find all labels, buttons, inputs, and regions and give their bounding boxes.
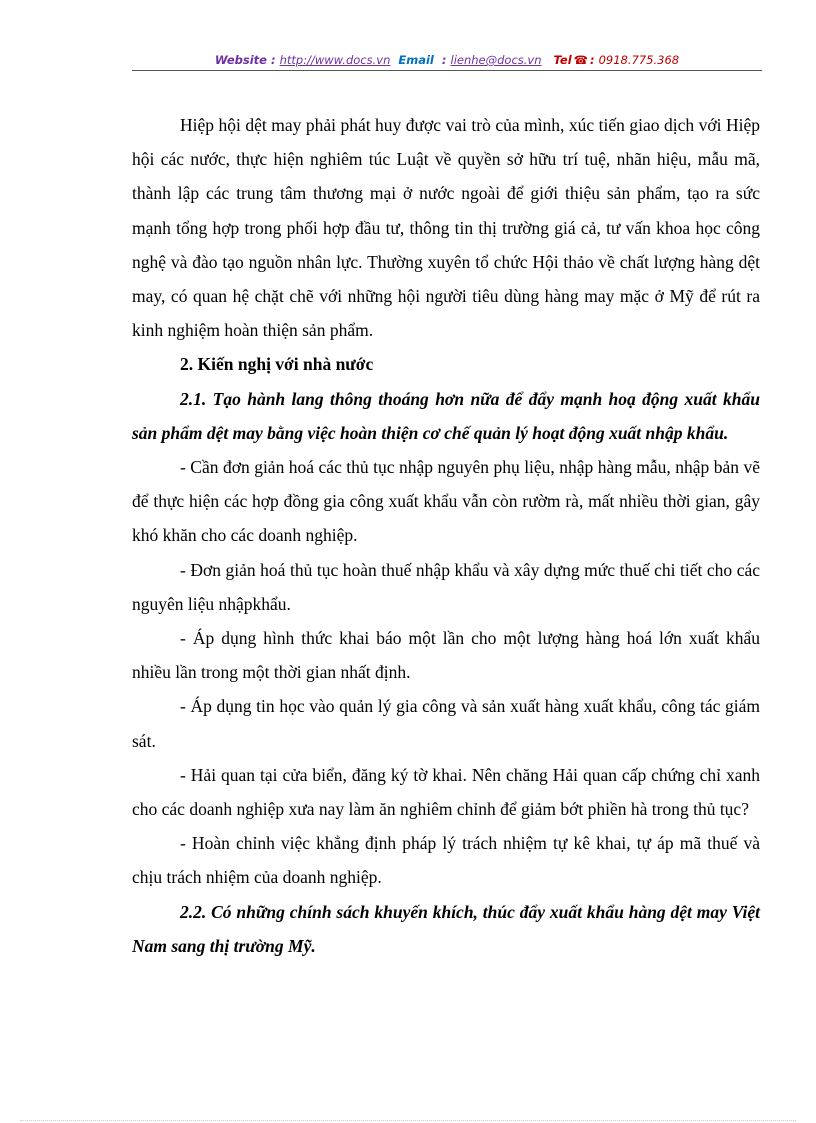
website-link[interactable]: http://www.docs.vn bbox=[279, 53, 391, 67]
list-item: - Đơn giản hoá thủ tục hoàn thuế nhập khẩu và xây dựng mức thuế chi tiết cho các nguyên liệu nhậpkhẩu. bbox=[132, 559, 760, 614]
tel-separator: : bbox=[589, 53, 595, 67]
section-heading-2: 2. Kiến nghị với nhà nước bbox=[180, 354, 374, 375]
email-link[interactable]: lienhe@docs.vn bbox=[450, 53, 542, 67]
email-separator: : bbox=[441, 53, 447, 67]
subsection-heading-2-2: 2.2. Có những chính sách khuyến khích, thúc đẩy xuất khẩu hàng dệt may Việt Nam sang thị trường Mỹ. bbox=[132, 901, 760, 956]
subsection-heading-2-1: 2.1. Tạo hành lang thông thoáng hơn nữa để đẩy mạnh hoạ động xuất khẩu sản phẩm dệt may bằng việc hoàn thiện cơ chế quản lý hoạt động xuất nhập khẩu. bbox=[132, 388, 760, 443]
tel-label: Tel bbox=[553, 53, 572, 67]
list-item: - Hải quan tại cửa biển, đăng ký tờ khai. Nên chăng Hải quan cấp chứng chỉ xanh cho các doanh nghiệp xưa nay làm ăn nghiêm chỉnh để giảm bớt phiền hà trong thủ tục? bbox=[132, 764, 760, 820]
website-label: Website : bbox=[214, 53, 276, 67]
document-body bbox=[132, 108, 760, 963]
phone-icon: ☎ bbox=[573, 53, 588, 67]
list-item: - Cần đơn giản hoá các thủ tục nhập nguyên phụ liệu, nhập hàng mẫu, nhập bản vẽ để thực hiện các hợp đồng gia công xuất khẩu vẫn còn rườm rà, mất nhiều thời gian, gây khó khăn cho các doanh nghiệp. bbox=[132, 457, 760, 546]
paragraph-hiep-hoi: Hiệp hội dệt may phải phát huy được vai trò của mình, xúc tiến giao dịch với Hiệp hội các nước, thực hiện nghiêm túc Luật về quyền sở hữu trí tuệ, nhãn hiệu, mẫu mã, thành lập các trung tâm thương mại ở nước ngoài để giới thiệu sản phẩm, tạo ra sức mạnh tổng hợp trong phối hợp đầu tư, thông tin thị trường giá cả, tư vấn khoa học công nghệ và đào tạo nguồn nhân lực. Thường xuyên tổ chức Hội thảo về chất lượng hàng dệt may, có quan hệ chặt chẽ với những hội người tiêu dùng hàng may mặc ở Mỹ để rút ra kinh nghiệm hoàn thiện sản phẩm. bbox=[132, 115, 760, 341]
page-header bbox=[132, 50, 762, 70]
tel-value: 0918.775.368 bbox=[598, 53, 680, 67]
list-item: - Áp dụng hình thức khai báo một lần cho một lượng hàng hoá lớn xuất khẩu nhiều lần trong một thời gian nhất định. bbox=[132, 628, 760, 683]
list-item: - Hoàn chỉnh việc khẳng định pháp lý trách nhiệm tự kê khai, tự áp mã thuế và chịu trách nhiệm của doanh nghiệp. bbox=[132, 833, 760, 888]
list-item: - Áp dụng tin học vào quản lý gia công và sản xuất hàng xuất khẩu, công tác giám sát. bbox=[132, 696, 760, 751]
email-label: Email bbox=[398, 53, 434, 67]
footer-divider bbox=[20, 1120, 796, 1121]
header-divider bbox=[132, 70, 762, 71]
